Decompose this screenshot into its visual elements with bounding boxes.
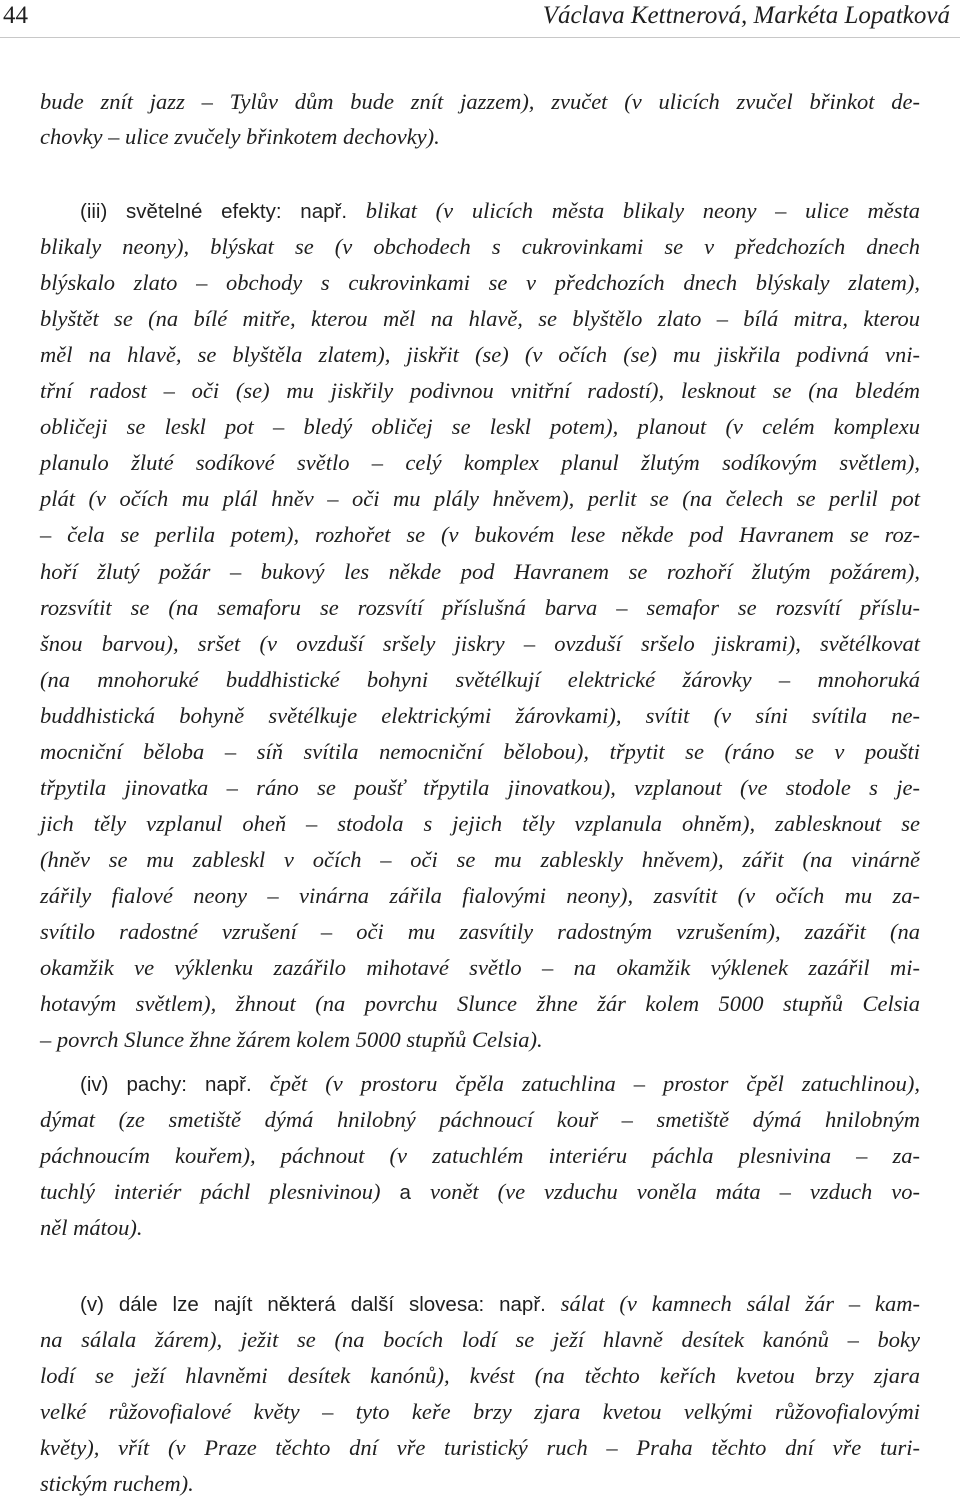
text-line bbox=[40, 1211, 920, 1245]
italic-text: třpytila jinovatka – ráno se poušť třpytila jinovatkou), vzplanout (ve stodole s je- bbox=[40, 775, 920, 800]
text-line bbox=[40, 482, 920, 516]
italic-text: blyštět se (na bílé mitře, kterou měl na hlavě, se blyštělo zlato – bílá mitra, kterou bbox=[40, 306, 920, 331]
italic-text: mocniční běloba – síň svítila nemocniční bělobou), třpytit se (ráno se v poušti bbox=[40, 739, 920, 764]
text-line bbox=[40, 843, 920, 877]
italic-text: bude znít jazz – Tylův dům bude znít jazzem), zvučet (v ulicích zvučel břinkot de- bbox=[40, 89, 920, 114]
text-line bbox=[40, 591, 920, 625]
text-line bbox=[40, 663, 920, 697]
italic-text: – povrch Slunce žhne žárem kolem 5000 stupňů Celsia). bbox=[40, 1027, 543, 1052]
upright-text: (iii) světelné efekty: např. bbox=[80, 200, 366, 223]
italic-text: – čela se perlila potem), rozhořet se (v bukovém lese někde pod Havranem se roz- bbox=[40, 522, 920, 547]
italic-text: zářily fialové neony – vinárna zářila fialovými neony), zasvítit (v očích mu za- bbox=[40, 883, 920, 908]
text-line bbox=[40, 518, 920, 552]
italic-text: buddhistická bohyně světélkuje elektrickými žárovkami), svítit (v síni svítila ne- bbox=[40, 703, 920, 728]
italic-text: šnou barvou), sršet (v ovzduší sršely jiskry – ovzduší sršelo jiskrami), světélkovat bbox=[40, 631, 920, 656]
italic-text: třní radost – oči (se) mu jiskřily podivnou vnitřní radostí), lesknout se (na bledém bbox=[40, 378, 920, 403]
text-line bbox=[40, 771, 920, 805]
upright-text: (iv) pachy: např. bbox=[80, 1073, 270, 1096]
text-line bbox=[40, 807, 920, 841]
text-line bbox=[80, 194, 920, 228]
text-line bbox=[40, 230, 920, 264]
italic-text: plát (v očích mu plál hněv – oči mu plály hněvem), perlit se (na čelech se perlil pot bbox=[40, 486, 920, 511]
header-rule bbox=[0, 37, 960, 38]
text-line bbox=[40, 446, 920, 480]
text-line bbox=[40, 951, 920, 985]
text-line bbox=[40, 1023, 920, 1057]
text-line bbox=[40, 627, 920, 661]
text-line bbox=[40, 915, 920, 949]
italic-text: stickým ruchem). bbox=[40, 1471, 194, 1496]
italic-text: obličeji se leskl pot – bledý obličej se leskl potem), planout (v celém komplexu bbox=[40, 414, 920, 439]
italic-text: jich těly vzplanul oheň – stodola s jejich těly vzplanula ohněm), zablesknout se bbox=[40, 811, 920, 836]
page-header bbox=[0, 0, 960, 38]
text-line bbox=[40, 879, 920, 913]
text-line bbox=[40, 735, 920, 769]
text-line bbox=[80, 1287, 920, 1321]
italic-text: dýmat (ze smetiště dýmá hnilobný páchnoucí kouř – smetiště dýmá hnilobným bbox=[40, 1107, 920, 1132]
italic-text: měl na hlavě, se blyštěla zlatem), jiskřit (se) (v očích (se) mu jiskřila podivná vni- bbox=[40, 342, 920, 367]
italic-text: něl mátou). bbox=[40, 1215, 143, 1240]
text-line bbox=[40, 555, 920, 589]
italic-text: velké růžovofialové květy – tyto keře brzy zjara kvetou velkými růžovofialovými bbox=[40, 1399, 920, 1424]
text-line bbox=[40, 1323, 920, 1357]
text-line bbox=[40, 1175, 920, 1209]
italic-text: (na mnohoruké buddhistické bohyni světélkují elektrické žárovky – mnohoruká bbox=[40, 667, 920, 692]
italic-text: vonět (ve vzduchu voněla máta – vzduch vo- bbox=[429, 1179, 920, 1204]
text-line bbox=[80, 1067, 920, 1101]
text-line bbox=[40, 85, 920, 119]
italic-text: chovky – ulice zvučely břinkotem dechovky). bbox=[40, 124, 440, 149]
italic-text: lodí se ježí hlavněmi desítek kanónů), kvést (na těchto keřích kvetou brzy zjara bbox=[40, 1363, 920, 1388]
upright-text: a bbox=[399, 1181, 430, 1204]
text-line bbox=[40, 1359, 920, 1393]
text-line bbox=[40, 120, 920, 154]
text-line bbox=[40, 374, 920, 408]
text-line bbox=[40, 1103, 920, 1137]
italic-text: (hněv se mu zableskl v očích – oči se mu zableskly hněvem), zářit (na vinárně bbox=[40, 847, 920, 872]
text-line bbox=[40, 1395, 920, 1429]
text-line bbox=[40, 1467, 920, 1501]
text-line bbox=[40, 410, 920, 444]
italic-text: páchnoucím kouřem), páchnout (v zatuchlém interiéru páchla plesnivina – za- bbox=[40, 1143, 920, 1168]
italic-text: na sálala žárem), ježit se (na bocích lodí se ježí hlavně desítek kanónů – boky bbox=[40, 1327, 920, 1352]
running-title: Václava Kettnerová, Markéta Lopatková bbox=[542, 2, 950, 29]
text-line bbox=[40, 987, 920, 1021]
italic-text: tuchlý interiér páchl plesnivinou) bbox=[40, 1179, 400, 1204]
text-line bbox=[40, 1139, 920, 1173]
page-number: 44 bbox=[3, 2, 28, 29]
text-line bbox=[40, 338, 920, 372]
italic-text: okamžik ve výklenku zazářilo mihotavé světlo – na okamžik výklenek zazářil mi- bbox=[40, 955, 920, 980]
text-line bbox=[40, 266, 920, 300]
italic-text: čpět (v prostoru čpěla zatuchlina – prostor čpěl zatuchlinou), bbox=[269, 1071, 920, 1096]
italic-text: rozsvítit se (na semaforu se rozsvítí příslušná barva – semafor se rozsvítí příslu- bbox=[40, 595, 920, 620]
upright-text: (v) dále lze najít některá další slovesa: např. bbox=[80, 1293, 561, 1316]
italic-text: planulo žluté sodíkové světlo – celý komplex planul žlutým sodíkovým světlem), bbox=[40, 450, 920, 475]
italic-text: hoří žlutý požár – bukový les někde pod Havranem se rozhoří žlutým požárem), bbox=[40, 559, 920, 584]
text-line bbox=[40, 699, 920, 733]
italic-text: květy), vřít (v Praze těchto dní vře turistický ruch – Praha těchto dní vře turi- bbox=[40, 1435, 920, 1460]
text-line bbox=[40, 302, 920, 336]
italic-text: blikaly neony), blýskat se (v obchodech s cukrovinkami se v předchozích dnech bbox=[40, 234, 920, 259]
italic-text: svítilo radostné vzrušení – oči mu zasvítily radostným vzrušením), zazářit (na bbox=[40, 919, 920, 944]
italic-text: blikat (v ulicích města blikaly neony – ulice města bbox=[365, 198, 920, 223]
text-line bbox=[40, 1431, 920, 1465]
italic-text: blýskalo zlato – obchody s cukrovinkami se v předchozích dnech blýskaly zlatem), bbox=[40, 270, 920, 295]
italic-text: sálat (v kamnech sálal žár – kam- bbox=[560, 1291, 920, 1316]
italic-text: hotavým světlem), žhnout (na povrchu Slunce žhne žár kolem 5000 stupňů Celsia bbox=[40, 991, 920, 1016]
